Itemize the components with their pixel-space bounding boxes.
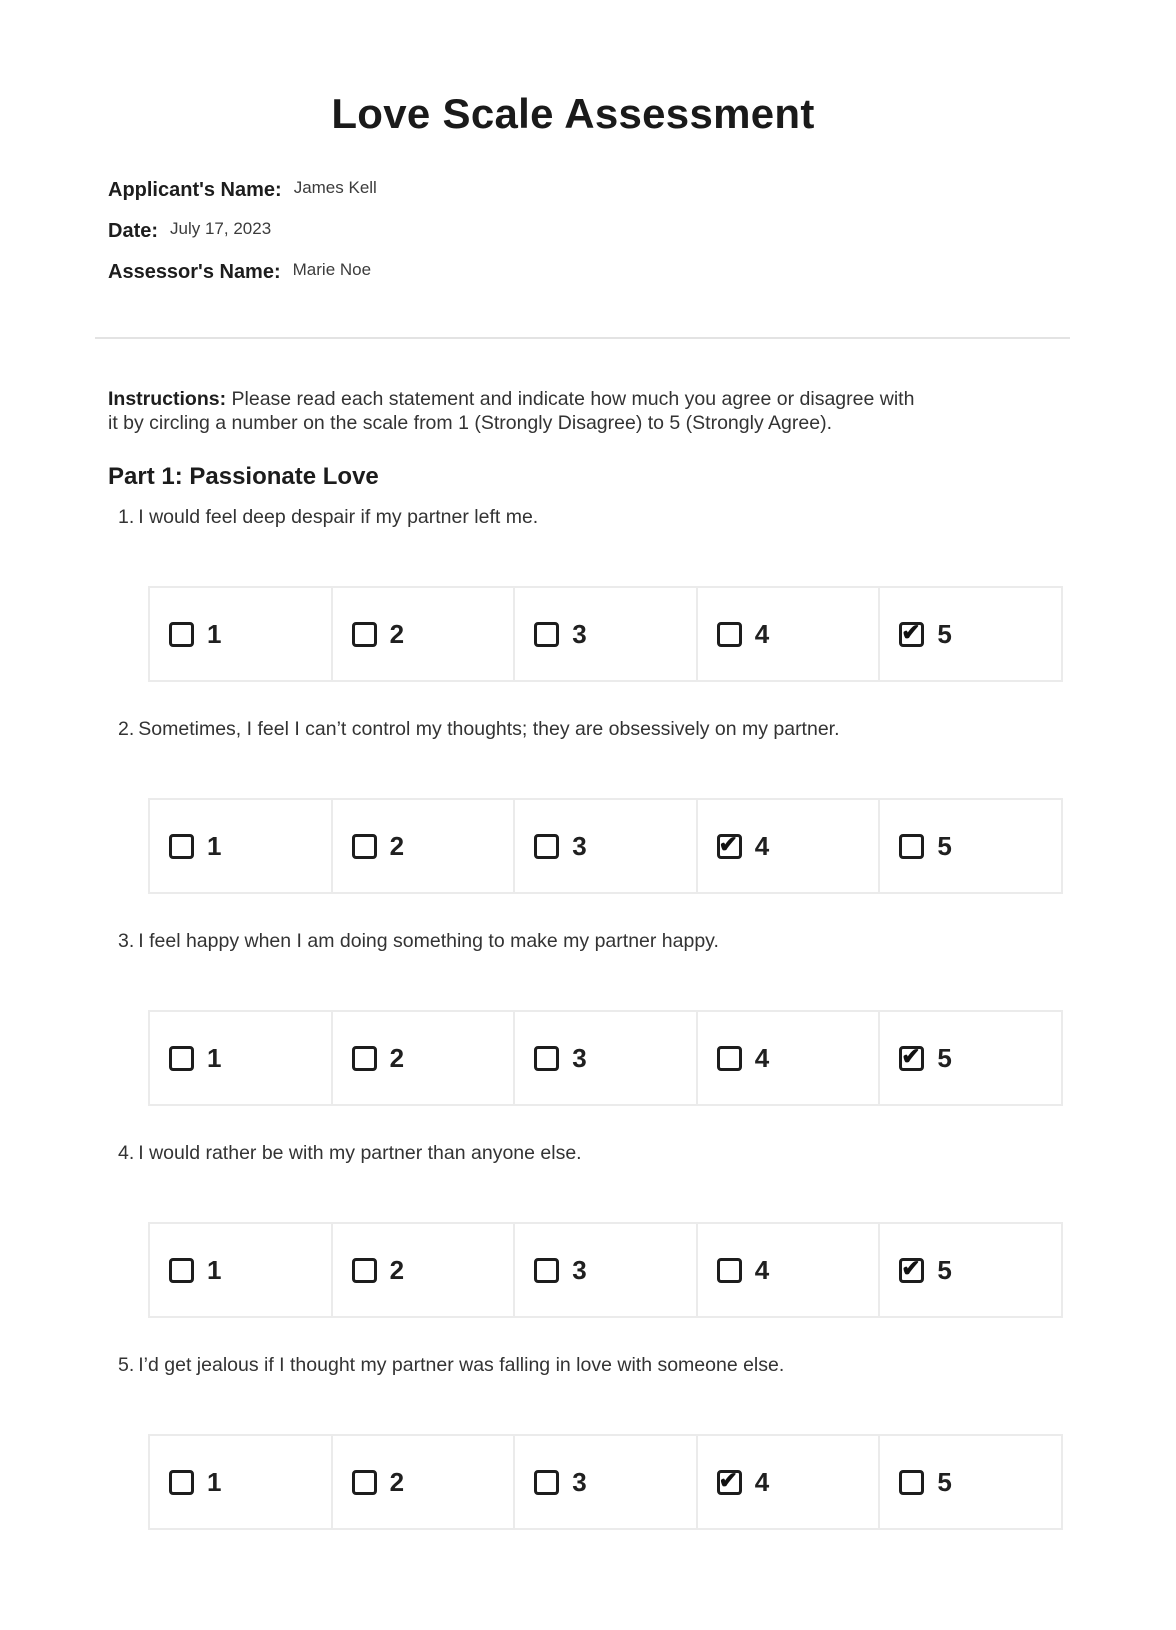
option-label: 2 xyxy=(389,1042,405,1073)
rating-cell xyxy=(331,1436,514,1528)
rating-cell xyxy=(878,1436,1061,1528)
option-label: 1 xyxy=(207,618,222,649)
rating-cell xyxy=(150,588,331,680)
checkbox-option-1[interactable] xyxy=(169,834,194,859)
checkmark-icon: ✔ xyxy=(901,1254,921,1281)
rating-cell xyxy=(878,800,1061,892)
rating-cell xyxy=(696,1012,879,1104)
option-label: 5 xyxy=(937,1466,952,1497)
option-label: 3 xyxy=(572,830,587,861)
date-row xyxy=(108,218,1068,246)
question-text: 4. I would rather be with my partner than anyone else. xyxy=(118,1142,582,1165)
rating-cell xyxy=(513,588,696,680)
applicant-name-row xyxy=(108,177,1068,205)
rating-scale-table xyxy=(148,1222,1063,1318)
field-label: Applicant's Name: xyxy=(108,179,282,202)
rating-cell xyxy=(878,1012,1061,1104)
question-text: 2. Sometimes, I feel I can’t control my thoughts; they are obsessively on my partner. xyxy=(118,718,840,741)
checkmark-icon: ✔ xyxy=(718,1466,738,1493)
option-label: 4 xyxy=(754,1042,770,1073)
rating-cell xyxy=(696,1224,879,1316)
checkbox-option-2[interactable] xyxy=(352,834,377,859)
rating-cell xyxy=(513,1436,696,1528)
checkbox-option-5[interactable] xyxy=(899,1042,924,1071)
rating-cell xyxy=(878,1224,1061,1316)
checkbox-option-1[interactable] xyxy=(169,1258,194,1283)
checkbox-option-4[interactable] xyxy=(717,622,742,647)
rating-cell xyxy=(150,800,331,892)
checkbox-option-3[interactable] xyxy=(534,1258,559,1283)
option-label: 1 xyxy=(207,1254,222,1285)
option-label: 5 xyxy=(937,618,952,649)
checkbox-option-5[interactable] xyxy=(899,1254,924,1283)
instructions-text xyxy=(108,387,1068,435)
rating-cell xyxy=(513,1224,696,1316)
checkbox-option-3[interactable] xyxy=(534,1470,559,1495)
rating-cell xyxy=(696,588,879,680)
checkbox-option-4[interactable] xyxy=(717,1258,742,1283)
option-label: 5 xyxy=(937,1254,952,1285)
applicant-name-value[interactable]: James Kell xyxy=(293,178,377,198)
checkbox-option-4[interactable] xyxy=(717,1046,742,1071)
checkbox-option-5[interactable] xyxy=(899,618,924,647)
option-label: 2 xyxy=(389,1466,405,1497)
option-label: 5 xyxy=(937,1042,952,1073)
option-label: 2 xyxy=(389,830,405,861)
option-label: 1 xyxy=(207,1466,222,1497)
option-label: 3 xyxy=(572,618,587,649)
question-block-3 xyxy=(108,928,1068,1106)
rating-scale-table xyxy=(148,798,1063,894)
option-label: 1 xyxy=(207,1042,222,1073)
option-label: 3 xyxy=(572,1042,587,1073)
checkbox-option-3[interactable] xyxy=(534,1046,559,1071)
section-divider xyxy=(95,337,1070,339)
date-value[interactable]: July 17, 2023 xyxy=(170,219,272,239)
instructions-label: Instructions: xyxy=(108,388,227,411)
rating-scale-table xyxy=(148,1434,1063,1530)
checkbox-option-1[interactable] xyxy=(169,1046,194,1071)
checkbox-option-2[interactable] xyxy=(352,622,377,647)
option-label: 4 xyxy=(754,1466,770,1497)
rating-cell xyxy=(513,800,696,892)
question-block-5 xyxy=(108,1352,1068,1530)
checkbox-option-2[interactable] xyxy=(352,1046,377,1071)
question-block-1 xyxy=(108,504,1068,682)
option-label: 4 xyxy=(754,830,770,861)
option-label: 2 xyxy=(389,1254,405,1285)
rating-cell xyxy=(696,800,879,892)
option-label: 4 xyxy=(754,618,770,649)
question-text: 5. I’d get jealous if I thought my partner was falling in love with someone else. xyxy=(118,1354,785,1377)
checkbox-option-1[interactable] xyxy=(169,622,194,647)
rating-cell xyxy=(331,1224,514,1316)
option-label: 1 xyxy=(207,830,222,861)
checkmark-icon: ✔ xyxy=(901,618,921,645)
checkbox-option-3[interactable] xyxy=(534,622,559,647)
checkbox-option-5[interactable] xyxy=(899,834,924,859)
question-block-4 xyxy=(108,1140,1068,1318)
checkbox-option-3[interactable] xyxy=(534,834,559,859)
rating-cell xyxy=(331,588,514,680)
checkbox-option-4[interactable] xyxy=(717,1466,742,1495)
instructions-line-1: Instructions: Please read each statement and indicate how much you agree or disagree with xyxy=(108,388,915,411)
field-label: Assessor's Name: xyxy=(108,261,281,284)
rating-cell xyxy=(878,588,1061,680)
rating-cell xyxy=(150,1224,331,1316)
checkbox-option-5[interactable] xyxy=(899,1470,924,1495)
rating-scale-table xyxy=(148,586,1063,682)
rating-cell xyxy=(331,1012,514,1104)
rating-cell xyxy=(150,1012,331,1104)
question-text: 3. I feel happy when I am doing something to make my partner happy. xyxy=(118,930,719,953)
option-label: 4 xyxy=(754,1254,770,1285)
checkbox-option-4[interactable] xyxy=(717,830,742,859)
assessor-name-row xyxy=(108,259,1068,287)
checkbox-option-2[interactable] xyxy=(352,1258,377,1283)
option-label: 3 xyxy=(572,1254,587,1285)
checkmark-icon: ✔ xyxy=(718,830,738,857)
rating-cell xyxy=(331,800,514,892)
rating-cell xyxy=(696,1436,879,1528)
field-label: Date: xyxy=(108,220,159,243)
option-label: 2 xyxy=(389,618,405,649)
checkbox-option-1[interactable] xyxy=(169,1470,194,1495)
document-title: Love Scale Assessment xyxy=(331,90,815,137)
question-block-2 xyxy=(108,716,1068,894)
option-label: 3 xyxy=(572,1466,587,1497)
assessor-name-value[interactable]: Marie Noe xyxy=(292,260,372,280)
instructions-line-2: it by circling a number on the scale from 1 (Strongly Disagree) to 5 (Strongly Agree). xyxy=(108,412,832,435)
rating-scale-table xyxy=(148,1010,1063,1106)
checkbox-option-2[interactable] xyxy=(352,1470,377,1495)
question-text: 1. I would feel deep despair if my partner left me. xyxy=(118,506,539,529)
part1-heading: Part 1: Passionate Love xyxy=(108,463,379,491)
rating-cell xyxy=(150,1436,331,1528)
option-label: 5 xyxy=(937,830,952,861)
rating-cell xyxy=(513,1012,696,1104)
checkmark-icon: ✔ xyxy=(901,1042,921,1069)
